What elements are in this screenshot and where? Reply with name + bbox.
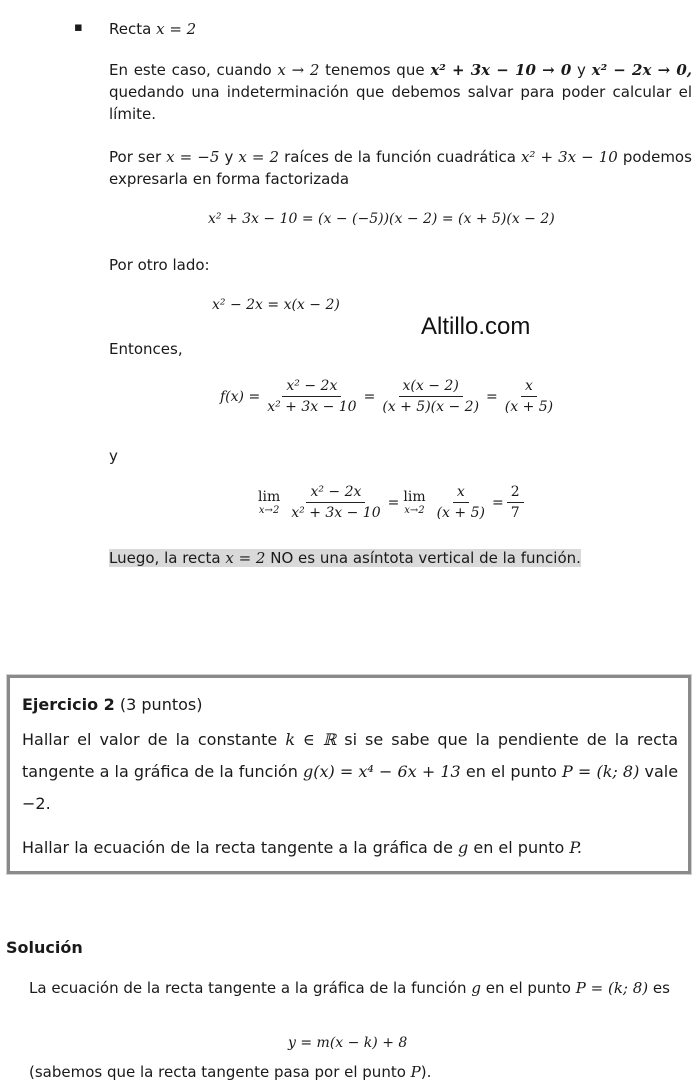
limit-operator-2: lim x→2 — [403, 489, 426, 516]
watermark-text: Altillo.com — [421, 313, 531, 340]
solution-note: (sabemos que la recta tangente pasa por el punto P). — [29, 1063, 432, 1081]
solution-paragraph: La ecuación de la recta tangente a la gráfica de la función g en el punto P = (k; 8) es — [29, 979, 670, 997]
equation-fx: f(x) = $\frac{\text{x² − 2x}}{\text{x² + 3x − 10}}$ = $\frac{x(x - 2)}{(x + 5)(x - 2)}$ = $\frac{x}{(x + 5)}$ — [220, 378, 560, 415]
equation-tangent: y = m(x − k) + 8 — [288, 1035, 408, 1051]
paragraph-then: Entonces, — [109, 340, 183, 358]
exercise-statement-2: Hallar la ecuación de la recta tangente a la gráfica de g en el punto P. — [22, 838, 583, 857]
limit-operator-1: lim x→2 — [258, 489, 281, 516]
limit-fraction-2: $\frac{x}{(x + 5)}$ — [436, 484, 485, 521]
exercise-content — [22, 692, 678, 864]
limit-fraction-1: $\frac{\text{x² − 2x}}{\text{x² + 3x − 10}}$ — [291, 484, 381, 521]
bullet-icon: ▪ — [74, 20, 83, 35]
exercise-box — [7, 675, 691, 874]
paragraph-roots: Por ser x = −5 y x = 2 raíces de la función cuadrática x² + 3x − 10 podemos expresarla en forma factorizada — [109, 148, 692, 188]
exercise-heading: Ejercicio 2 (3 puntos) — [22, 695, 203, 714]
fraction-1: $\frac{\text{x² − 2x}}{\text{x² + 3x − 10}}$ — [267, 378, 357, 415]
paragraph-other-side: Por otro lado: — [109, 256, 210, 274]
case-title: Recta x = 2 — [109, 20, 197, 38]
fraction-2: $\frac{x(x - 2)}{(x + 5)(x - 2)}$ — [382, 378, 480, 415]
solution-title: Solución — [6, 938, 83, 957]
conclusion: Luego, la recta x = 2 NO es una asíntota vertical de la función. — [109, 549, 581, 567]
limit-result: $\frac{2}{7}$ — [507, 484, 524, 521]
paragraph-and: y — [109, 447, 118, 465]
paragraph-indeterminacy: En este caso, cuando x → 2 tenemos que x² + 3x − 10 → 0 y x² − 2x → 0, quedando una indeterminación que debemos salvar para poder calcular el límite. — [109, 61, 693, 123]
exercise-statement-1: Hallar el valor de la constante k ∈ ℝ si se sabe que la pendiente de la recta tangente a la gráfica de la función g(x) = x⁴ − 6x + 13 en el punto P = (k; 8) vale −2. — [22, 730, 679, 813]
equation-limit: lim x→2 $\frac{\text{x² − 2x}}{\text{x² + 3x − 10}}$ = lim x→2 $\frac{x}{(x + 5)}$ = $\frac{2}{7}$ — [258, 484, 527, 521]
equation-factorization: x² + 3x − 10 = (x − (−5))(x − 2) = (x + 5)(x − 2) — [208, 211, 555, 227]
equation-other: x² − 2x = x(x − 2) — [212, 297, 340, 313]
fraction-3: $\frac{x}{(x + 5)}$ — [504, 378, 554, 415]
